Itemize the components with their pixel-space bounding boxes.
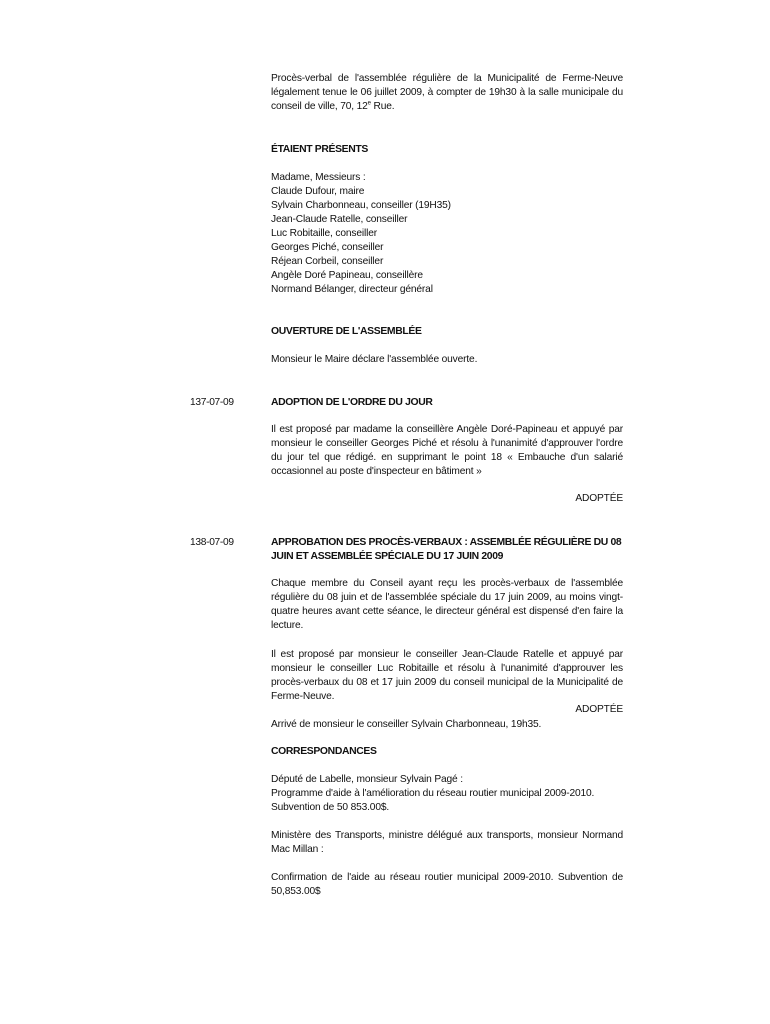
ouverture-title: OUVERTURE DE L'ASSEMBLÉE: [271, 326, 422, 337]
presents-line: Réjean Corbeil, conseiller: [271, 256, 384, 267]
intro-text-end: Rue.: [370, 101, 395, 112]
res137-text: Il est proposé par madame la conseillère Angèle Doré-Papineau et appuyé par monsieur le conseiller Georges Piché et résolu à l'unanimité d'approuver l'ordre du jour tel que rédigé. en supprimant le point 18 « Embauche d'un salarié occasionnel au poste d'inspecteur en bâtiment »: [271, 424, 623, 477]
intro-paragraph: [271, 72, 623, 114]
intro-superscript: e: [367, 100, 371, 107]
res138-body-2: [271, 648, 623, 704]
correspondance-line: Député de Labelle, monsieur Sylvain Pagé :: [271, 774, 463, 785]
correspondances-section: [271, 745, 623, 759]
adopted-status: ADOPTÉE: [575, 704, 623, 715]
resolution-number: 138-07-09: [190, 537, 234, 548]
ouverture-text: Monsieur le Maire déclare l'assemblée ouverte.: [271, 354, 478, 365]
presents-line: Sylvain Charbonneau, conseiller (19H35): [271, 200, 451, 211]
res138-title: APPROBATION DES PROCÈS-VERBAUX : ASSEMBLÉE RÉGULIÈRE DU 08 JUIN ET ASSEMBLÉE SPÉCIALE DU 17 JUIN 2009: [271, 537, 622, 562]
res138-arrival-block: [271, 718, 623, 732]
res137-title: ADOPTION DE L'ORDRE DU JOUR: [271, 397, 433, 408]
presents-section: [271, 143, 623, 157]
correspondance-item-1: [271, 773, 623, 815]
res138-body: [271, 577, 623, 633]
intro-text: Procès-verbal de l'assemblée régulière de la Municipalité de Ferme-Neuve légalement tenue le 06 juillet 2009, à compter de 19h30 à la salle municipale du conseil de ville, 70, 12: [271, 73, 623, 112]
arrival-note: Arrivé de monsieur le conseiller Sylvain Charbonneau, 19h35.: [271, 719, 542, 730]
res138-status-block: [271, 703, 623, 717]
correspondance-line: Subvention de 50 853.00$.: [271, 802, 390, 813]
presents-line: Jean-Claude Ratelle, conseiller: [271, 214, 408, 225]
ouverture-section: [271, 325, 623, 339]
presents-line: Luc Robitaille, conseiller: [271, 228, 377, 239]
presents-line: Georges Piché, conseiller: [271, 242, 384, 253]
res138-paragraph-1: Chaque membre du Conseil ayant reçu les procès-verbaux de l'assemblée régulière du 08 juin et de l'assemblée spéciale du 17 juin 2009, au moins vingt-quatre heures avant cette séance, le directeur général est dispensé d'en faire la lecture.: [271, 578, 623, 631]
correspondance-text: Confirmation de l'aide au réseau routier municipal 2009-2010. Subvention de 50,853.00$: [271, 872, 623, 897]
presents-list: [271, 171, 623, 297]
adopted-status: ADOPTÉE: [575, 493, 623, 504]
presents-title: ÉTAIENT PRÉSENTS: [271, 144, 368, 155]
res137-body: [271, 423, 623, 479]
correspondance-line: Programme d'aide à l'amélioration du réseau routier municipal 2009-2010.: [271, 788, 595, 799]
presents-line: Angèle Doré Papineau, conseillère: [271, 270, 423, 281]
res137-status-block: [271, 492, 623, 506]
presents-line: Claude Dufour, maire: [271, 186, 365, 197]
correspondance-text: Ministère des Transports, ministre délégué aux transports, monsieur Normand Mac Millan :: [271, 830, 623, 855]
correspondance-item-2: [271, 829, 623, 857]
resolution-number: 137-07-09: [190, 397, 234, 408]
res138-paragraph-2: Il est proposé par monsieur le conseiller Jean-Claude Ratelle et appuyé par monsieur le conseiller Luc Robitaille et résolu à l'unanimité d'approuver les procès-verbaux du 08 et 17 juin 2009 du conseil municipal de la Municipalité de Ferme-Neuve.: [271, 649, 623, 702]
correspondance-item-3: [271, 871, 623, 899]
presents-line: Madame, Messieurs :: [271, 172, 366, 183]
res138-heading-block: [271, 536, 623, 564]
correspondances-title: CORRESPONDANCES: [271, 746, 377, 757]
ouverture-text-block: [271, 353, 623, 367]
res137-heading-block: [271, 396, 623, 410]
presents-line: Normand Bélanger, directeur général: [271, 284, 433, 295]
